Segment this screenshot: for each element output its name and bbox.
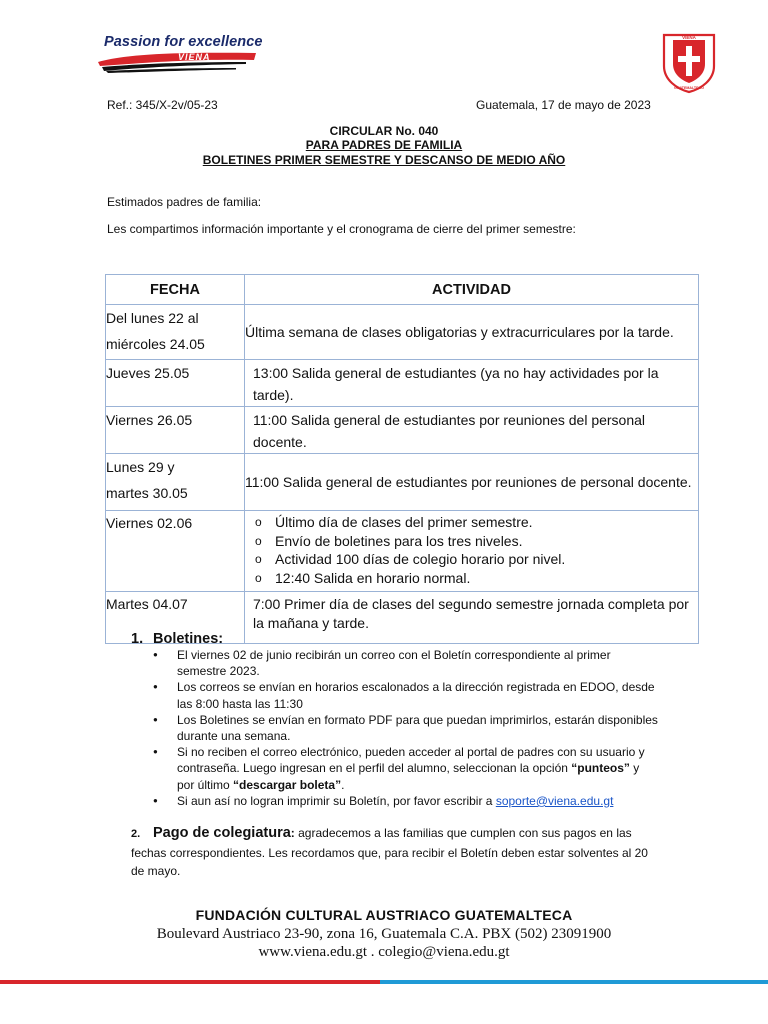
section-title: Pago de colegiatura [153,825,291,841]
logo-name: VIENA [178,52,211,62]
bullet-text: y por último [177,761,640,792]
activity-cell: Última semana de clases obligatorias y extracurriculares por la tarde. [245,305,699,360]
section-number: 2. [131,828,141,840]
table-row [106,454,699,511]
date-cell: Viernes 26.05 [106,407,245,454]
activity-cell: 13:00 Salida general de estudiantes (ya no hay actividades por la tarde). [245,360,699,407]
section-colegiatura [131,824,661,881]
school-logo [96,32,263,72]
section-boletines-heading [131,631,223,647]
table-row [106,360,699,407]
document-date: Guatemala, 17 de mayo de 2023 [476,98,651,112]
section-title: Boletines: [153,631,224,647]
greeting: Estimados padres de familia: [107,195,262,209]
footer-org: FUNDACIÓN CULTURAL AUSTRIACO GUATEMALTECA [195,907,573,923]
section-text: agradecemos a las familias que cumplen con sus pagos en las fechas correspondientes. Les recordamos que, para recibir el Boletín deben estar solventes al 20 de mayo. [131,826,648,878]
table-row [106,305,699,360]
school-crest-icon [661,32,717,94]
footer-web: www.viena.edu.gt . colegio@viena.edu.gt [258,944,510,960]
footer-bar-blue [380,980,768,984]
list-item: o Envío de boletines para los tres niveles. [253,532,690,551]
list-item: o Último día de clases del primer semestre. [253,513,690,532]
list-item: o Actividad 100 días de colegio horario por nivel. [253,550,690,569]
date-line: miércoles 24.05 [106,336,205,352]
list-item: ● Los Boletines se envían en formato PDF para que puedan imprimirlos, estarán disponibles durante una semana. [153,712,658,744]
date-cell [106,454,245,511]
activity-cell: 11:00 Salida general de estudiantes por reuniones del personal docente. [245,407,699,454]
logo-swoosh-icon [96,50,258,74]
bullet-text: Si no reciben el correo electrónico, pueden acceder al portal de padres con su usuario y contraseña. Luego ingresan en el perfil del alumno, seleccionan la opción [177,745,645,776]
activity-cell: 7:00 Primer día de clases del segundo semestre jornada completa por la mañana y tarde. [245,592,699,644]
table-header-row [106,275,699,305]
bullet-text: . [341,777,345,792]
date-cell: Martes 04.07 [106,592,245,644]
bullet-bold-text: “descargar boleta” [233,777,342,792]
date-line: Del lunes 22 al [106,310,199,326]
date-cell: Jueves 25.05 [106,360,245,407]
circular-subject: BOLETINES PRIMER SEMESTRE Y DESCANSO DE MEDIO AÑO [202,153,566,167]
section-colon: : [290,826,295,840]
header-actividad: ACTIVIDAD [245,275,699,305]
list-item: ● El viernes 02 de junio recibirán un correo con el Boletín correspondiente al primer semestre 2023. [153,647,658,679]
header-fecha: FECHA [106,275,245,305]
list-item [153,793,658,809]
bullet-bold-text: “punteos” [571,761,630,776]
activity-list [253,513,690,587]
list-item: ● Los correos se envían en horarios escalonados a la dirección registrada en EDOO, desde las 8:00 hasta las 11:30 [153,679,658,711]
circular-number: CIRCULAR No. 040 [329,124,439,138]
date-line: martes 30.05 [106,485,188,501]
section-number: 1. [131,631,144,647]
crest-top-text: VIENA [682,35,696,40]
circular-audience: PARA PADRES DE FAMILIA [305,138,463,152]
date-cell: Viernes 02.06 [106,511,245,592]
date-line: Lunes 29 y [106,459,175,475]
activity-cell: 11:00 Salida general de estudiantes por reuniones de personal docente. [245,454,699,511]
reference-number: Ref.: 345/X-2v/05-23 [107,98,218,112]
list-item [153,744,658,793]
bullet-text: Si aun así no logran imprimir su Boletín, por favor escribir a [177,793,496,808]
crest-bottom-text: GUATEMALTECO [674,86,704,90]
date-cell [106,305,245,360]
table-row [106,407,699,454]
activity-cell [245,511,699,592]
intro-text: Les compartimos información importante y el cronograma de cierre del primer semestre: [107,222,576,236]
footer-address: Boulevard Austriaco 23-90, zona 16, Guatemala C.A. PBX (502) 23091900 [156,926,612,942]
footer-bar-red [0,980,380,984]
boletines-list [153,647,658,809]
list-item: o 12:40 Salida en horario normal. [253,569,690,588]
logo-slogan: Passion for excellence [104,34,263,50]
schedule-table [105,274,699,644]
table-row [106,511,699,592]
support-email-link[interactable]: soporte@viena.edu.gt [495,793,614,808]
